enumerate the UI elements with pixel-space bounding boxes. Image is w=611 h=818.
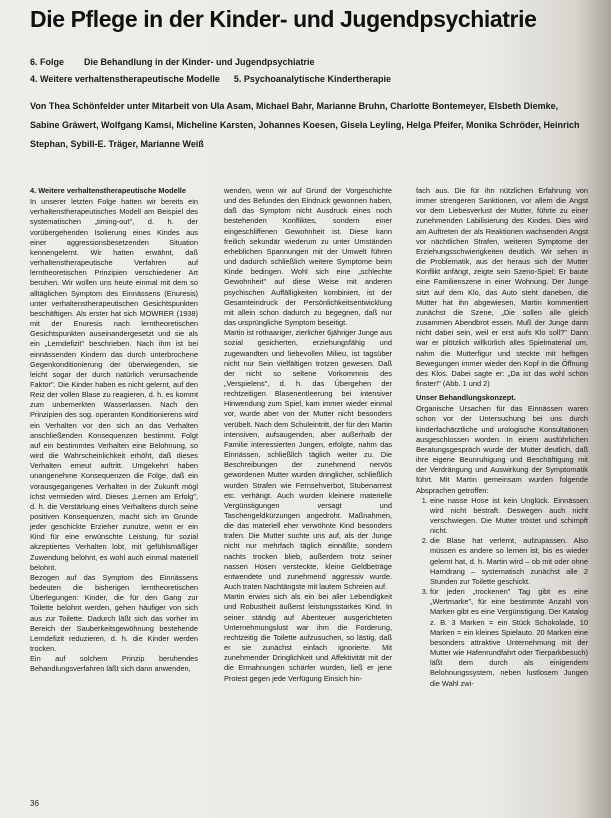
paragraph: In unserer letzten Folge hatten wir bereits ein verhaltenstherapeutisches Modell am Beispiel des systematischen „timing-out", d. h. der vorübergehenden Isolierung eines Kindes aus einer aggressionsbesetzenden Situation kennengelernt. Wir hatten erwähnt, daß verhaltenstherapeutische Verfahren auf lerntheoretischen Prinzipien verschiedener Art beruhen. Wir wollen uns heute einmal mit dem so alltäglichen Symptom des Einnässens (Enuresis) unter verhaltenstherapeutischen Gesichtspunkten beschäftigen. Als erster hat sich MOWRER (1938) mit der Enuresis nach lerntheoretischen Gesichtspunkten auseinandergesetzt und sie als ein „Lerndefizit" beschrieben. Nach ihm ist bei einnässenden Kindern das durch unterbrochene Gegenkonditionierung der überwiegenden, sie leicht sogar der durch natürlich verursachende Faktor". Die Kinder haben es nicht gelernt, auf den Reiz der vollen Blase zu reagieren, d. h. es kommt zum unbemerkten Wasserlassen. Nach den Prinzipien des sog. operanten Konditionierens wird ein Verhalten vor den sich an das Verhalten anschließenden Konsequenzen bestimmt. Folgt auf ein bestimmtes Verhalten eine Belohnung, so wird die Wahrscheinlichkeit erhöht, daß dieses Verhalten erneut auftritt. Umgekehrt haben unangenehme Konsequenzen die Folge, daß ein vorausgegangenes Verhalten in der Zukunft mögl ichst vermieden wird. Dieses „Lernen am Erfolg", d. h. die Verstärkung eines Verhaltens durch seine positiven Konsequenzen, macht sich im Grunde jeder geschickte Erzieher zunutze, wenn er ein Kind für eine erwünschte Leistung, für sozial akzeptiertes Verhalten lobt, mit gefühlsmäßiger Zuwendung belohnt, es wohl auch einmal materiell belohnt. <box>30 197 198 572</box>
section-heading: 4. Weitere verhaltenstherapeutische Modelle <box>30 186 186 195</box>
paragraph: Martin erwies sich als ein bei aller Lebendigkeit und Robustheit äußerst leistungsstarkes Kind. In seiner ständig auf Abenteuer ausgerichteten Unternehmungslust war ihm die Forderung, rechtzeitig die Toilette aufzusuchen, so lästig, daß er sie zunächst einfach ignorierte. Mit zunehmender Dringlichkeit und Affektivität mit der die Ermahnungen schärfer wurden, ließ er jene Protest gegen jede Verfügung Einsich hin- <box>224 592 392 683</box>
text-column-2 <box>224 186 392 684</box>
paragraph: wenden, wenn wir auf Grund der Vorgeschichte und des Befundes den Eindruck gewonnen haben, daß das Symptom nicht Ausdruck eines noch bestehenden Konfliktes, sondern einer eingeschliffenen Gewohnheit ist. Diese kann freilich sekundär wiederum zu unter Umständen erheblichen Spannungen mit der Umwelt führen und dadurch schließlich weitere Symptome beim Kinde bedingen. Wohl sich eine „schlechte Gewohnheit" auf diese Weise mit anderen psychischen Auffälligkeiten kombiniert, ist der Gesamteindruck der Persönlichkeitsentwicklung mit allein schon dadurch zu begegnen, daß nur das ursprüngliche Symptom beseitigt. <box>224 186 392 328</box>
list-item: 2. die Blase hat verlernt, aufzupassen. Also müssen es andere so lernen ist, bis es wieder gelernt hat, d. h. Martin wird – ob mit oder ohne Harndrang – systematisch zunächst alle 2 Stunden zur Toilette geschickt. <box>430 536 588 587</box>
series-part: 6. Folge <box>30 57 65 67</box>
paragraph: Martin ist rothaariger, zierlicher 6jähriger Junge aus sozial gesicherten, erziehungsfähig und zugewandten und liebevollen Milieu, ist tagsüber nicht nur Sein vielfältigen trotzen gewesen. Daß der nicht so seltene Vorkommnis des „Verspielens", d. h. das Übergehen der rechtzeitigen Blasenentleerung bei intensiver Hinwendung zum Spiel, kam immer wieder einmal vor, wurde aber von der Mutter nicht besonders verübelt. Nach dem Schuleintritt, der für den Martin intensiven, aufsaugenden, aber außerhalb der Familie interessierten Jungen, erfolgte, nahm das Einnässen, schließlich täglich weiter zu. Die Beschreibungen der zunehmend nervös gewordenen Mutter wurden dringlicher, schließlich wurden Strafen wie Fernsehverbot, Stubenarrest etc. verhängt. Auch wurden kleinere materielle Vergünstigungen versagt und Taschengeldkürzungen angedroht. Maßnahmen, die das materiell eher verwöhnte Kind besonders trafen. Die Mutter suchte uns auf, als der Junge nicht nur mehrfach täglich einnäßte, sondern nachts trocken blieb, außerdem trotz seiner nassen Hosen versteckte, kleine Geldbeträge entwendete und zunehmend aggressiv wurde. Auch traten Nachtängste mit lautem Schreien auf. <box>224 328 393 592</box>
topic-a: 4. Weitere verhaltenstherapeutische Modelle <box>30 74 220 84</box>
series-line <box>30 57 590 67</box>
paragraph: Organische Ursachen für das Einnässen waren schon vor der Untersuchung bei uns durch kinderfachärztliche und urologische Konsultationen ausgeschlossen worden. In einem ausführlichen Beratungsgespräch wurde der Mutter deutlich, daß ihre eigene Beunruhigung und Beschäftigung mit der Verdrängung und Auswirkung der Symptomatik führt. Mit Martin gemeinsam wurden folgende Absprachen getroffen: <box>416 404 588 495</box>
list-item: 1. eine nasse Hose ist kein Unglück. Einnässen wird nicht bestraft. Deswegen auch nicht verschwiegen. Die Mutter tröstet und schimpft nicht. <box>430 496 588 537</box>
paragraph: fach aus. Die für ihn nützlichen Erfahrung von immer strengeren Sanktionen, vor allem die Angst vor dem Liebesverlust der Mutter, führte zu einer zunehmenden Labilisierung des Kindes. Dies wird am Auftreten der als Reaktionen wachsenden Angst vor nächtlichen Strafen, weiteren Symptome der Erziehungsschwierigkeiten deutlich. Wir sehen in die Problematik, aus der heraus sich der Mutter Konflikt anfängt, zeigte sein Szeno-Spiel: Er baute eine Familienszene in einer Wohnung. Der Junge sitzt auf dem Klo, das Auto steht daneben, die Mutter hat ihn abgewiesen, Martin kommentiert zunächst die Szene, „Die sollen alle gleich zusammen Abendbrot essen. Muß der Junge dann nicht dabei sein, weil er erst aufs Klo soll?" Dann war er plötzlich willkürlich alles Spielmaterial um, nahm die Mutterfigur und steckte mit heftigen Bewegungen immer wieder den Kopf in die Öffnung des Klos. Dabei sagte er: „Da ist das wohl schön finster!" (Abb. 1 und 2) <box>416 186 588 388</box>
paragraph: Ein auf solchem Prinzip beruhendes Behandlungsverfahren läßt sich dann anwenden, <box>30 654 198 674</box>
text-column-1 <box>30 186 198 675</box>
topics-line <box>30 74 590 84</box>
agreement-list <box>416 496 588 689</box>
page-title: Die Pflege in der Kinder- und Jugendpsychiatrie <box>30 6 537 32</box>
authors-line: Von Thea Schönfelder unter Mitarbeit von Ula Asam, Michael Bahr, Marianne Bruhn, Charlotte Bontemeyer, Elsbeth Diemke, Sabine Gräwert, Wolfgang Kamsi, Micheline Karsten, Johannes Koesen, Gisela Leyling, Helga Pfeifer, Monika Schröder, Heinrich Stephan, Sybill-E. Träger, Marianne Weiß <box>30 101 580 149</box>
topic-b: 5. Psychoanalytische Kindertherapie <box>233 74 391 84</box>
text-column-3 <box>416 186 588 689</box>
subsection-heading: Unser Behandlungskonzept. <box>416 393 516 403</box>
paragraph: Bezogen auf das Symptom des Einnässens bedeuten die bisherigen lerntheoretischen Überlegungen: Kinder, die für den Gang zur Toilette belohnt werden, gehen häufiger von sich aus zur Toilette. Dadurch läßt sich das vorher im Bereich der Sauberkeitsgewöhnung bestehende Lerndefizit reduzieren, d. h. die Kinder werden trocken. <box>30 572 198 654</box>
page-number: 36 <box>30 799 39 808</box>
list-item: 3. für jeden „trockenen" Tag gibt es eine „Wertmarke", für eine bestimmte Anzahl von Marken gibt es eine Vergünstigung. Der Katalog z. B. 3 Marken = ein Stück Schokolade, 10 Marken = ein kleines Spielauto. 20 Marken eine besonders attraktive Unternehmung mit der Mutter wie Hafenrundfahrt oder Tierparkbesuch) läßt dem durch als einigendem Belohnungssystem, neben lustlosem Jungen die Wahl zwi- <box>430 587 588 689</box>
series-subject: Die Behandlung in der Kinder- und Jugendpsychiatrie <box>84 57 315 67</box>
